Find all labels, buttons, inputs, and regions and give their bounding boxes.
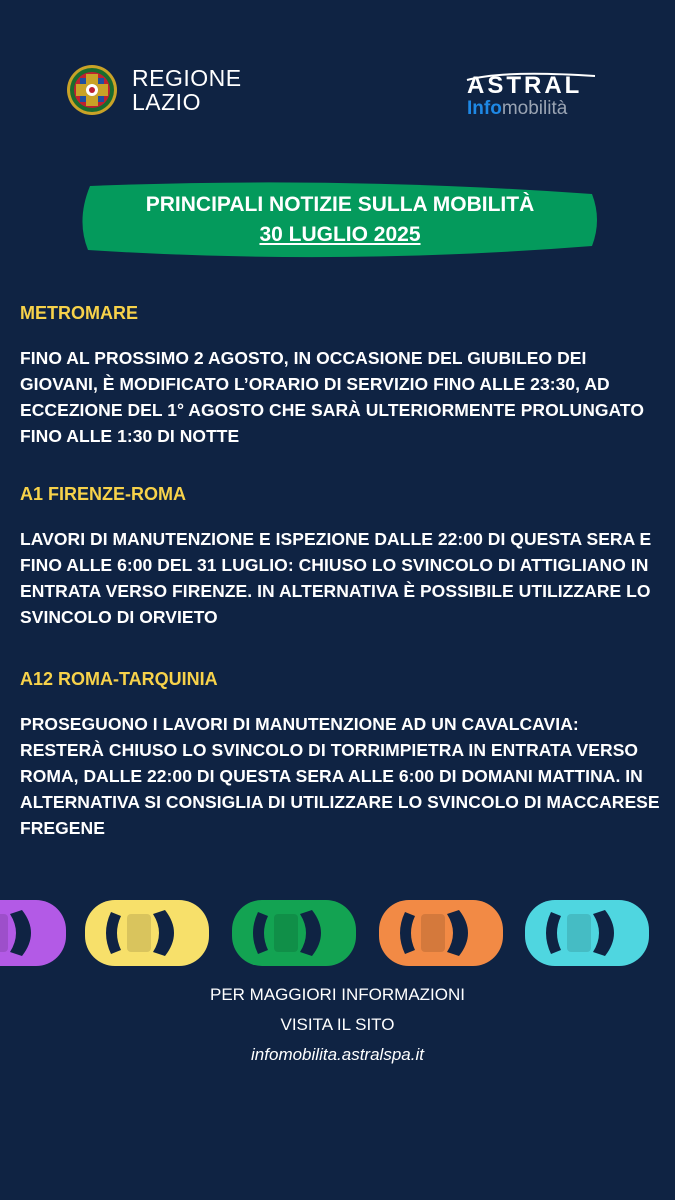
astral-infomobilita-logo bbox=[467, 74, 599, 119]
footer bbox=[0, 980, 675, 1070]
news-section-a12-roma-tarquinia bbox=[20, 668, 660, 841]
section-title: A1 FIRENZE-ROMA bbox=[20, 484, 186, 504]
region-name-line1: REGIONE bbox=[132, 65, 242, 91]
region-name-line2: LAZIO bbox=[132, 89, 201, 115]
car-icon-cyan bbox=[523, 896, 653, 970]
section-title: METROMARE bbox=[20, 303, 138, 323]
regione-lazio-logo bbox=[66, 64, 242, 116]
regione-lazio-crest-icon bbox=[66, 64, 118, 116]
website-link[interactable]: infomobilita.astralspa.it bbox=[251, 1045, 424, 1064]
car-icon-yellow bbox=[83, 896, 213, 970]
car-icon-purple bbox=[0, 896, 70, 970]
mobilita-wordmark: mobilità bbox=[501, 98, 568, 119]
car-icon-orange bbox=[377, 896, 507, 970]
section-body: LAVORI DI MANUTENZIONE E ISPEZIONE DALLE 22:00 DI QUESTA SERA E FINO ALLE 6:00 DEL 31 LUGLIO: CHIUSO LO SVINCOLO DI ATTIGLIANO IN ENTRATA VERSO FIRENZE. IN ALTERNATIVA È POSSIBILE UTILIZZARE LO SVINCOLO DI ORVIETO bbox=[20, 529, 652, 627]
footer-line1: PER MAGGIORI INFORMAZIONI bbox=[209, 985, 465, 1004]
car-icon-green bbox=[230, 896, 360, 970]
section-body: FINO AL PROSSIMO 2 AGOSTO, IN OCCASIONE DEL GIUBILEO DEI GIOVANI, È MODIFICATO L’ORARIO DI SERVIZIO FINO ALLE 23:30, AD ECCEZIONE DEL 1° AGOSTO CHE SARÀ ULTERIORMENTE PROLUNGATO FINO ALLE 1:30 DI NOTTE bbox=[20, 348, 645, 446]
news-section-metromare bbox=[20, 302, 660, 449]
section-body: PROSEGUONO I LAVORI DI MANUTENZIONE AD UN CAVALCAVIA: RESTERÀ CHIUSO LO SVINCOLO DI TORRIMPIETRA IN ENTRATA VERSO ROMA, DALLE 22:00 DI QUESTA SERA ALLE 6:00 DI DOMANI MATTINA. IN ALTERNATIVA SI CONSIGLIA DI UTILIZZARE LO SVINCOLO DI MACCARESE FREGENE bbox=[20, 714, 660, 838]
banner-date: 30 LUGLIO 2025 bbox=[259, 223, 421, 246]
astral-wordmark: ASTRAL bbox=[467, 72, 583, 99]
info-wordmark: Info bbox=[467, 98, 502, 119]
news-section-a1-firenze-roma bbox=[20, 483, 660, 630]
section-title: A12 ROMA-TARQUINIA bbox=[20, 669, 218, 689]
title-banner bbox=[80, 180, 600, 260]
cars-illustration bbox=[0, 896, 675, 972]
banner-title: PRINCIPALI NOTIZIE SULLA MOBILITÀ bbox=[145, 193, 535, 216]
astral-swoosh-icon bbox=[463, 72, 599, 82]
footer-line2: VISITA IL SITO bbox=[280, 1015, 395, 1034]
